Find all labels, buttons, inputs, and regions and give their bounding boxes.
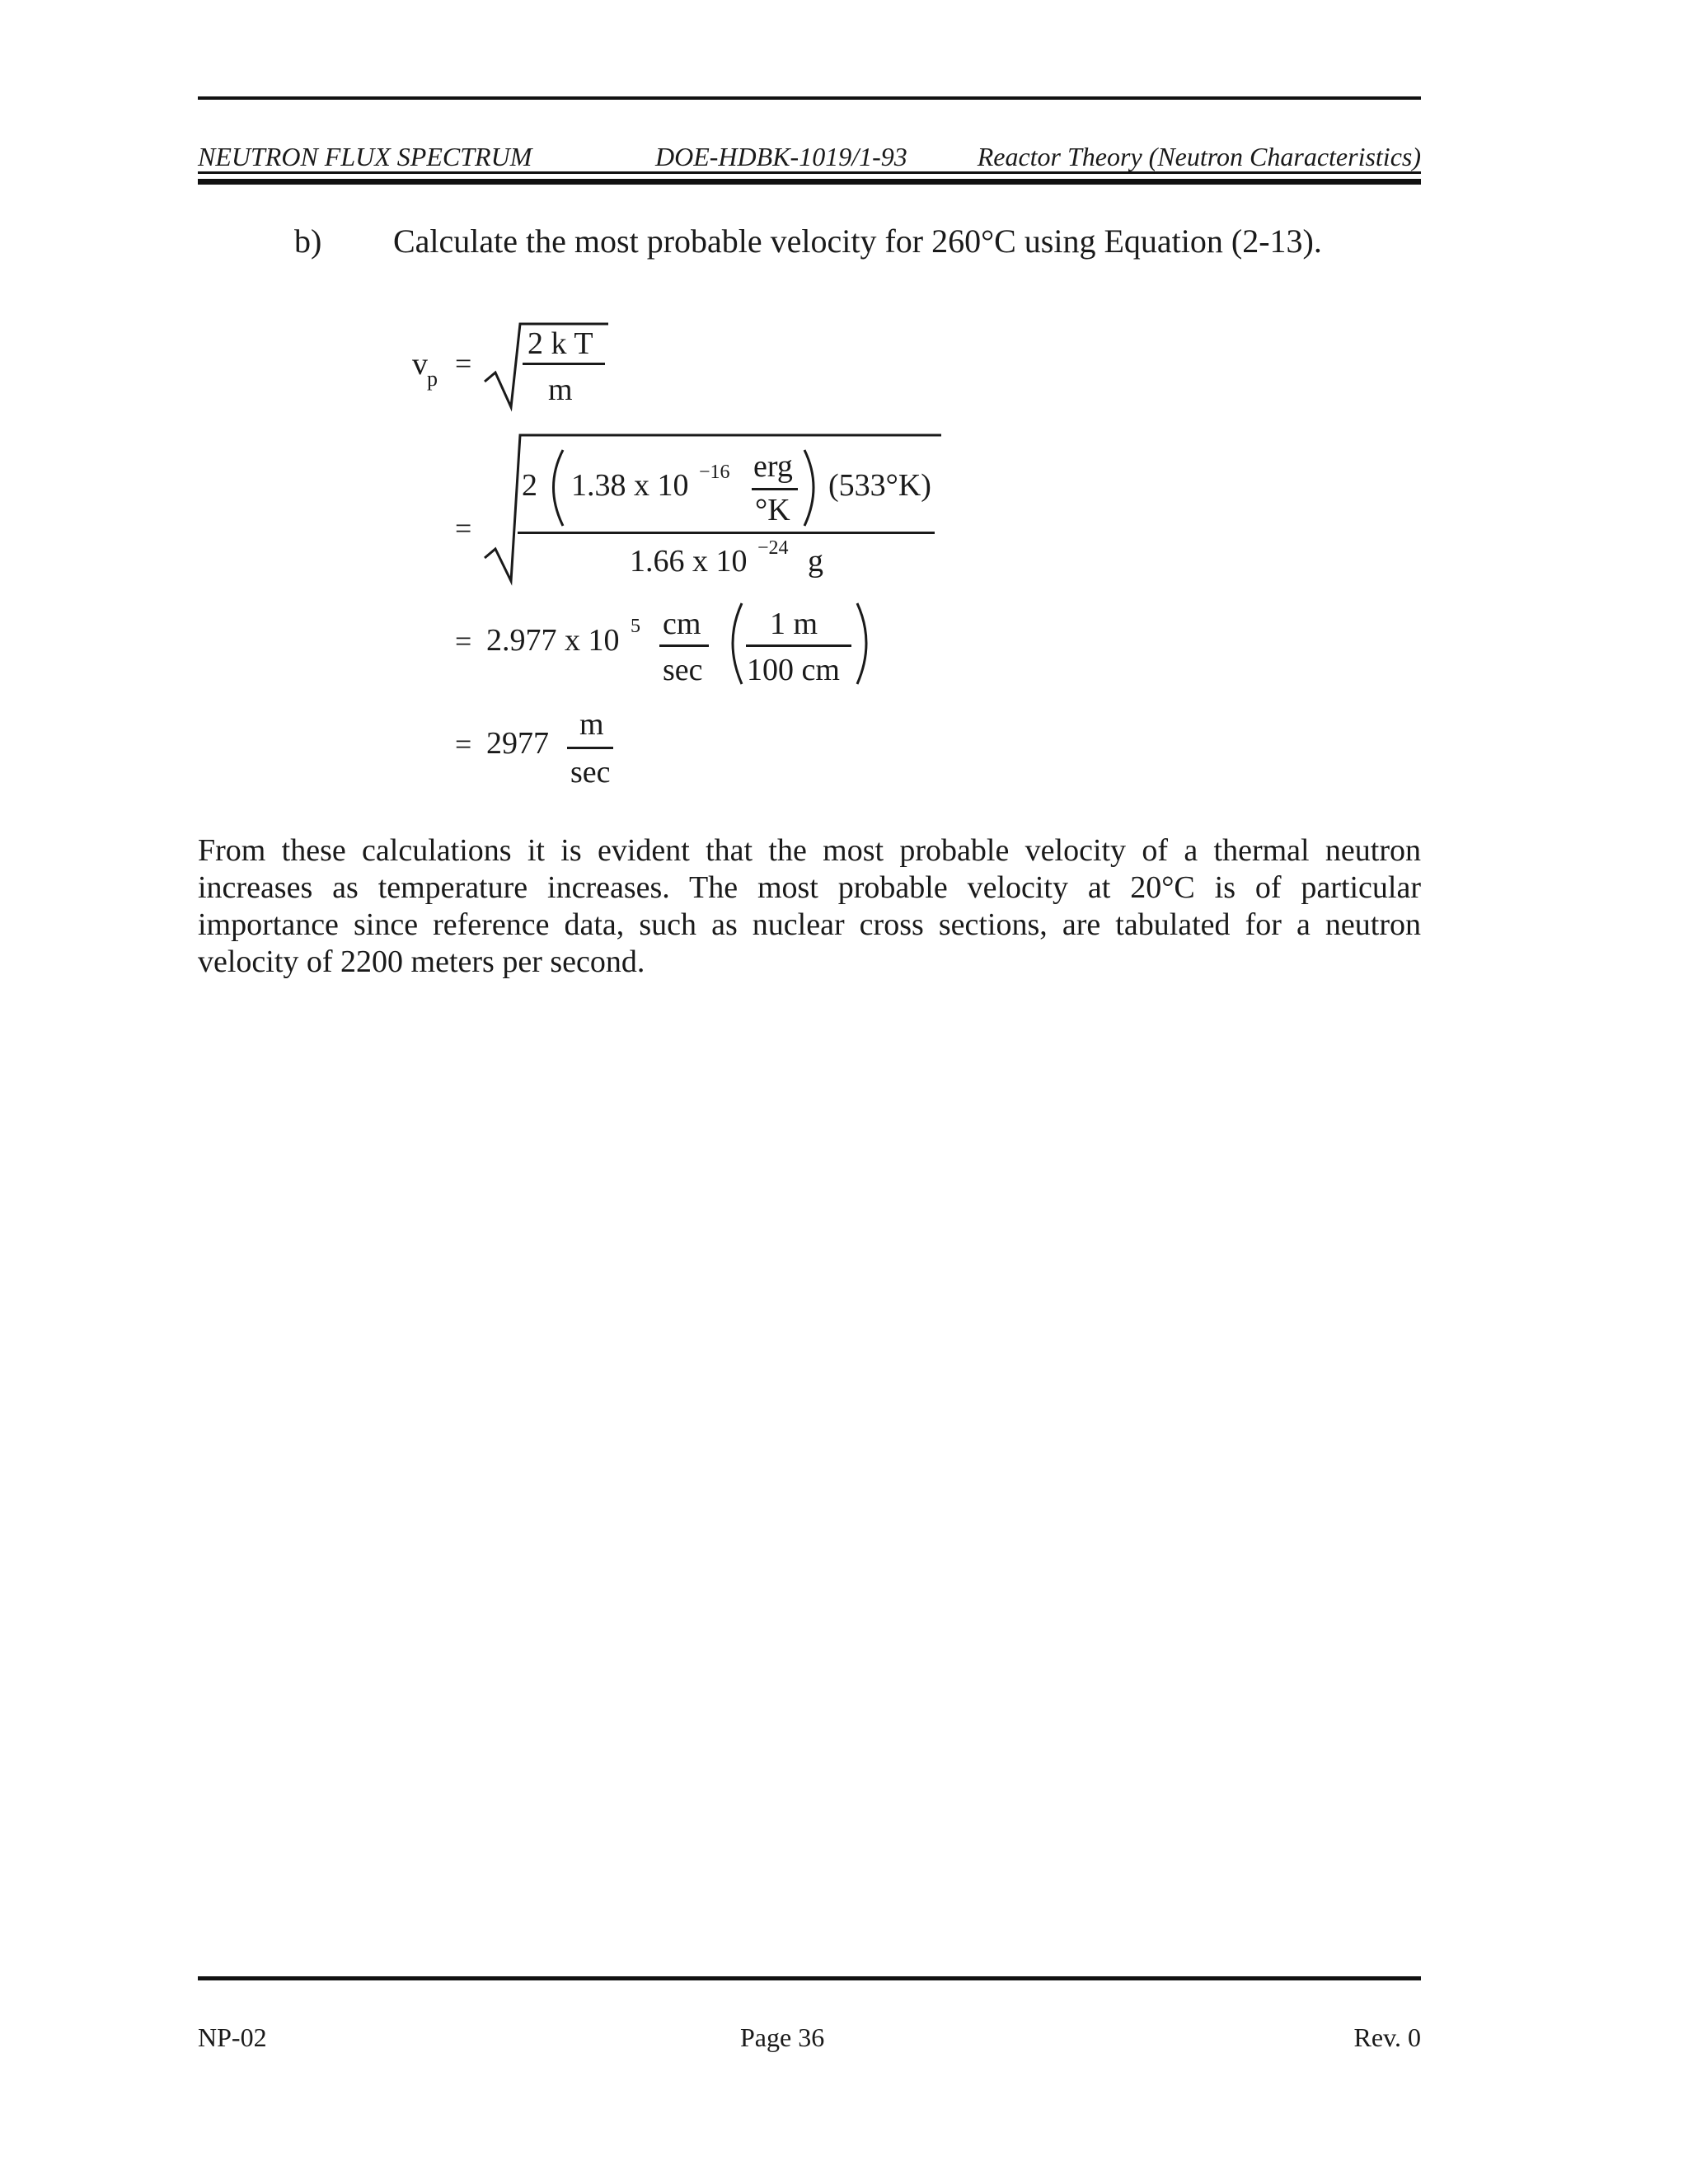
final-unit-m: m: [579, 707, 604, 742]
right-paren-conversion: [857, 603, 866, 684]
unit-kelvin: °K: [755, 493, 790, 527]
intermediate-value: 2.977 x 10: [486, 623, 620, 658]
intermediate-exponent: 5: [631, 616, 640, 637]
fraction-bar-conversion: [746, 644, 851, 647]
velocity-symbol: v: [412, 347, 428, 382]
footer-rule: [198, 1976, 1421, 1980]
left-paren-erg: [554, 450, 564, 526]
header-document-number: DOE-HDBK-1019/1-93: [655, 142, 907, 171]
unit-sec: sec: [663, 653, 703, 687]
left-paren-conversion: [733, 603, 742, 684]
footer-revision: Rev. 0: [1353, 2022, 1421, 2052]
fraction-bar-cm-per-sec: [659, 644, 709, 647]
final-unit-sec: sec: [570, 755, 611, 790]
equals-sign-4: =: [455, 728, 472, 761]
problem-statement: Calculate the most probable velocity for 260°C using Equation (2-13).: [393, 223, 1322, 260]
equals-sign-1: =: [455, 347, 472, 380]
equals-sign-2: =: [455, 512, 472, 545]
temperature-value: (533°K): [828, 468, 931, 503]
boltzmann-exponent: −16: [699, 462, 730, 483]
fraction-bar-1: [523, 363, 605, 365]
math-graphics: [0, 0, 1688, 824]
fraction-bar-erg-per-kelvin: [752, 488, 798, 490]
neutron-mass-unit: g: [808, 544, 823, 579]
problem-label: b): [294, 223, 322, 260]
footer-module-code: NP-02: [198, 2022, 267, 2052]
conversion-denominator: 100 cm: [747, 653, 840, 687]
header-section-title: NEUTRON FLUX SPECTRUM: [198, 142, 532, 171]
velocity-subscript: p: [427, 367, 438, 391]
final-velocity-value: 2977: [486, 726, 549, 761]
fraction-bar-2: [518, 532, 935, 534]
conclusion-paragraph: From these calculations it is evident that the most probable velocity of a thermal neutron increases as temperature increases. The most probable velocity at 20°C is of particular importance since reference data, such as nuclear cross sections, are tabulated for a neutron velocity of 2200 meters per second.: [198, 833, 1421, 979]
boltzmann-coefficient: 1.38 x 10: [571, 468, 689, 503]
unit-cm: cm: [663, 607, 701, 641]
fraction-numerator-2kT: 2 k T: [528, 326, 593, 361]
header-module-title: Reactor Theory (Neutron Characteristics): [977, 142, 1421, 171]
right-paren-erg: [804, 450, 814, 526]
fraction-denominator-m: m: [548, 373, 573, 407]
conversion-numerator: 1 m: [770, 607, 818, 641]
neutron-mass-coefficient: 1.66 x 10: [630, 544, 748, 579]
footer-page-number: Page 36: [740, 2022, 825, 2052]
equals-sign-3: =: [455, 625, 472, 658]
fraction-bar-final: [567, 747, 613, 749]
neutron-mass-exponent: −24: [757, 537, 789, 559]
factor-two: 2: [522, 468, 537, 503]
unit-erg: erg: [753, 449, 793, 484]
